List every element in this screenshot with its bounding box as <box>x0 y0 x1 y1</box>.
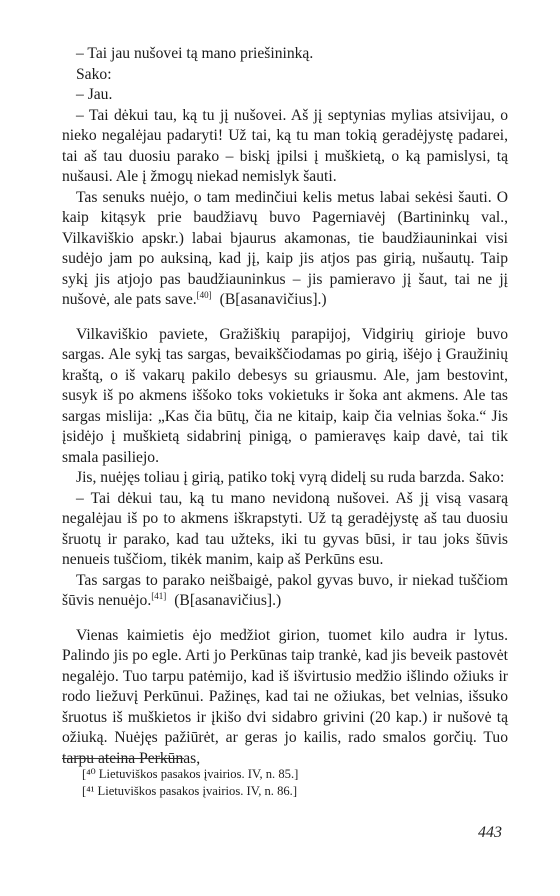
paragraph-text: Jis, nuėjęs toliau į girią, patiko tokį vyrą didelį su ruda barzda. Sako: <box>76 469 505 486</box>
paragraph-text: – Tai dėkui tau, ką tu jį nušovei. Aš jį septynias mylias atsivijau, o nieko negalėjau padaryti! Už tai, ką tu man tokią geradėjystę padarei, tai aš tau duosiu parako – biskį įpilsi į muškietą, o ką pamislysi, tą nušausi. Ale į žmogų niekad nemislyk šauti. <box>62 106 508 185</box>
paragraph-text: Tas sargas to parako neišbaigė, pakol gyvas buvo, ir niekad tuščiom šūvis nenuėjo. <box>62 571 508 609</box>
footnote-mark: [⁴⁰ <box>82 767 96 781</box>
paragraph <box>62 188 508 311</box>
paragraph <box>62 85 508 106</box>
paragraph-text: – Jau. <box>76 86 113 103</box>
footnote <box>82 766 502 783</box>
footnote <box>82 783 502 800</box>
paragraph <box>62 489 508 571</box>
paragraph-text: Vienas kaimietis ėjo medžiot girion, tuomet kilo audra ir lytus. Palindo jis po egle. Arti jo Perkūnas taip trankė, kad jis beveik pastovėt negalėjo. Tuo tarpu patėmijo, kad iš išvirtusio medžio išlindo ožiuks ir rodo liežuvį Perkūnui. Pažinęs, kad tai ne ožiukas, bet velnias, išsuko šruotus iš muškietos ir įkišo dvi sidabro grivini (20 kap.) ir nušovė tą ožiuką. Nuėjęs pažiūrėt, ar geras jo kailis, rado smalos gorčių. Tuo tarpu ateina Perkūnas, <box>62 626 508 767</box>
footnote-ref[interactable]: [41] <box>151 590 167 601</box>
paragraph <box>62 106 508 188</box>
paragraph-text: Vilkaviškio paviete, Gražiškių parapijoj, Vidgirių girioje buvo sargas. Ale sykį tas sargas, bevaikščiodamas po girią, išėjo į Graužinių kraštą, o iš vakarų pakilo debesys su griausmu. Ale, jam bestovint, susyk iš po akmens iššoko toks vokietuks ir šoka ant akmens. Ale tas sargas mislija: „Kas čia būtų, čia ne kitaip, kaip čia velnias šoka.“ Jis įsidėjo į muškietą sidabrinį pinigą, o pamieravęs kaip davė, tai tik smala pasiliejo. <box>62 325 508 466</box>
page-number: 443 <box>478 824 502 841</box>
paragraph <box>62 626 508 770</box>
source-attribution: (B[asanavičius].) <box>219 291 327 308</box>
footnote-mark: [⁴¹ <box>82 784 95 798</box>
paragraph-text: Tas senuks nuėjo, o tam medinčiui kelis metus labai sekėsi šauti. O kaip kitąsyk prie baudžiavų buvo Pagerniavėj (Bartininkų val., Vilkaviškio apskr.) labai bjaurus akamonas, tie baudžiauninkai visi sudėjo jam po auksiną, kad jį, kaip jis atjos pas girią, nušautų. Taip sykį jis atjojo pas baudžiauninkus – jis pamieravo jį šaut, tai ne jį nušovė, ale pats save. <box>62 188 508 308</box>
main-text <box>62 44 508 769</box>
source-attribution: (B[asanavičius].) <box>174 592 282 609</box>
footnote-text: Lietuviškos pasakos įvairios. IV, n. 86.] <box>94 784 298 798</box>
paragraph-text: – Tai jau nušovei tą mano priešininką. <box>76 45 314 62</box>
paragraph <box>62 65 508 86</box>
paragraph <box>62 44 508 65</box>
footnote-ref[interactable]: [40] <box>196 289 212 300</box>
paragraph-text: – Tai dėkui tau, ką tu mano nevidoną nušovei. Aš jį visą vasarą negalėjau iš po to akmens iškrapstyti. Už tą geradėjystę aš tau duosiu šruotų ir parako, kad tau užteks, iki tu gyvas būsi, ir tau joks šūvis nenueis tuščiom, tikėk manim, kaip aš Perkūns esu. <box>62 489 508 568</box>
paragraph <box>62 571 508 612</box>
footnote-text: Lietuviškos pasakos įvairios. IV, n. 85.] <box>95 767 299 781</box>
footnotes <box>82 766 502 800</box>
paragraph <box>62 468 508 489</box>
footnote-divider <box>62 758 184 759</box>
paragraph-text: Sako: <box>76 65 112 83</box>
paragraph <box>62 325 508 469</box>
